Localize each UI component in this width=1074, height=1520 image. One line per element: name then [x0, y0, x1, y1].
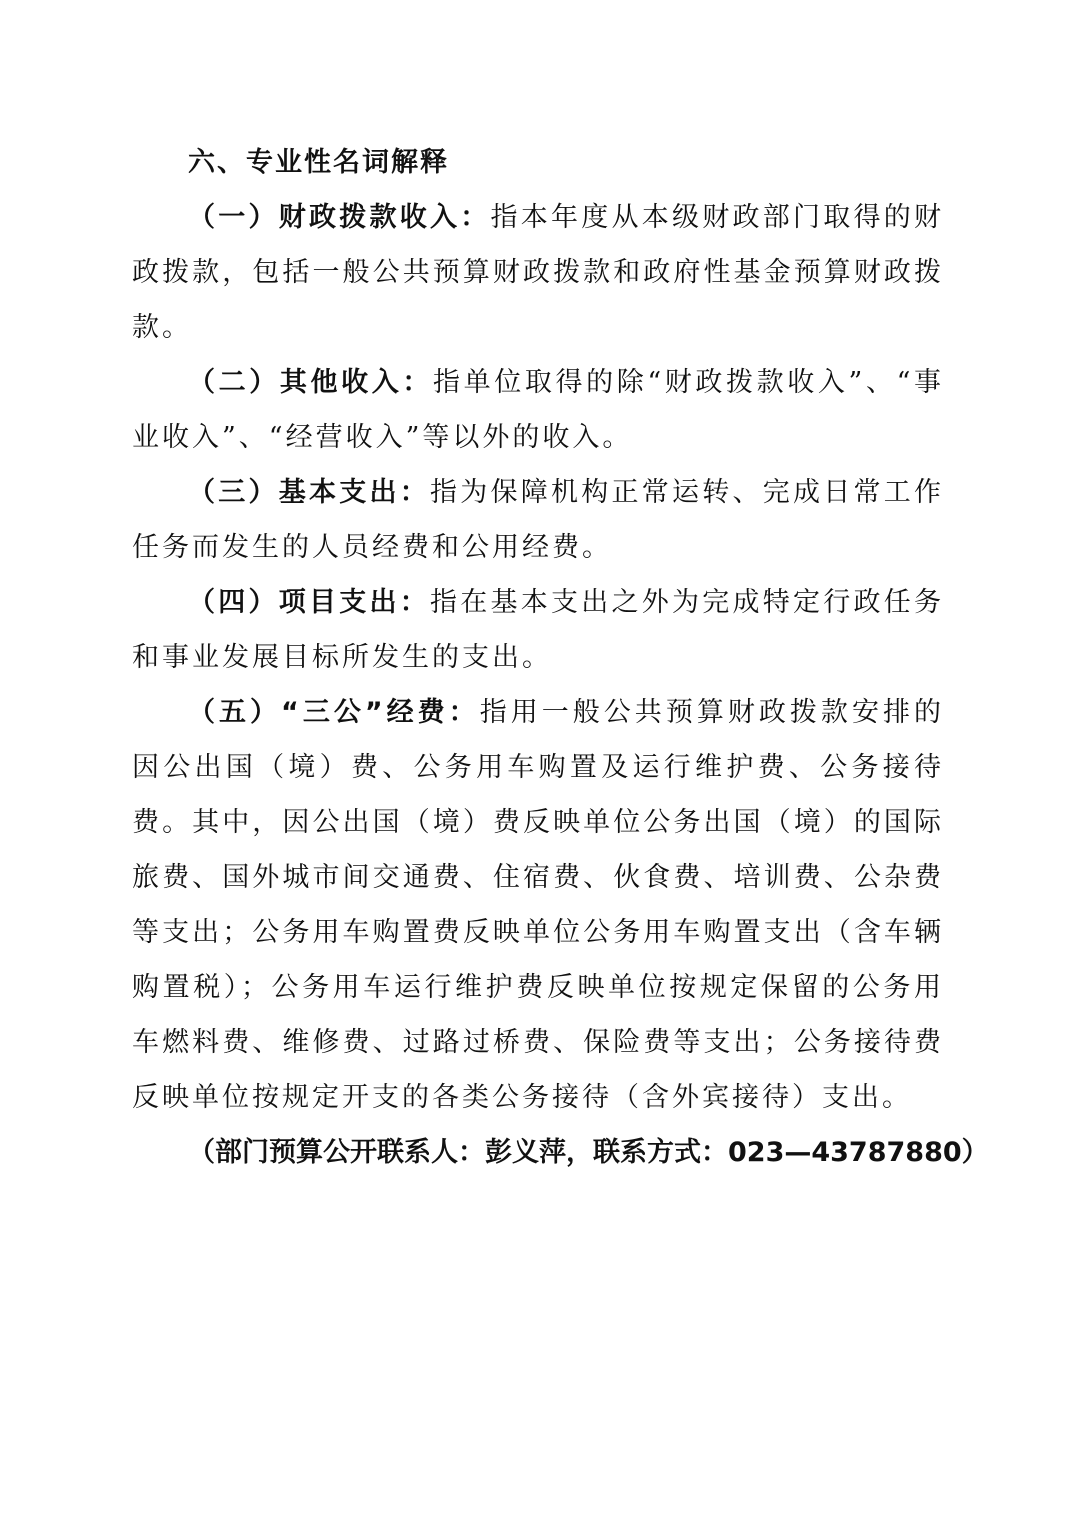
- term-label: （三）基本支出：: [188, 477, 430, 508]
- term-label: （五）“三公”经费：: [188, 697, 480, 728]
- definition-text: 指本年度从本级财政部门取得的财政拨款，包括一般公共预算财政拨款和政府性基金预算财政拨款。: [132, 202, 944, 343]
- definition-text: 指单位取得的除“财政拨款收入”、“事业收入”、“经营收入”等以外的收入。: [132, 367, 945, 453]
- definition-project-expenditure: [132, 575, 944, 685]
- definition-text: 指用一般公共预算财政拨款安排的因公出国（境）费、公务用车购置及运行维护费、公务接待费。其中，因公出国（境）费反映单位公务出国（境）的国际旅费、国外城市间交通费、住宿费、伙食费、培训费、公杂费等支出；公务用车购置费反映单位公务用车购置支出（含车辆购置税）；公务用车运行维护费反映单位按规定保留的公务用车燃料费、维修费、过路过桥费、保险费等支出；公务接待费反映单位按规定开支的各类公务接待（含外宾接待）支出。: [132, 697, 944, 1113]
- section-heading: 六、专业性名词解释: [188, 147, 449, 178]
- contact-line: （部门预算公开联系人：彭义萍，联系方式：023—43787880）: [188, 1137, 989, 1168]
- definition-text: 指在基本支出之外为完成特定行政任务和事业发展目标所发生的支出。: [132, 587, 944, 673]
- term-label: （四）项目支出：: [188, 587, 430, 618]
- document-page: [132, 135, 989, 1180]
- definition-text: 指为保障机构正常运转、完成日常工作任务而发生的人员经费和公用经费。: [132, 477, 944, 563]
- definition-other-income: [132, 355, 944, 465]
- definition-basic-expenditure: [132, 465, 944, 575]
- term-label: （一）财政拨款收入：: [188, 202, 491, 233]
- definition-fiscal-appropriation-income: [132, 190, 944, 355]
- term-label: （二）其他收入：: [188, 367, 433, 398]
- definition-three-public-expenses: [132, 685, 944, 1125]
